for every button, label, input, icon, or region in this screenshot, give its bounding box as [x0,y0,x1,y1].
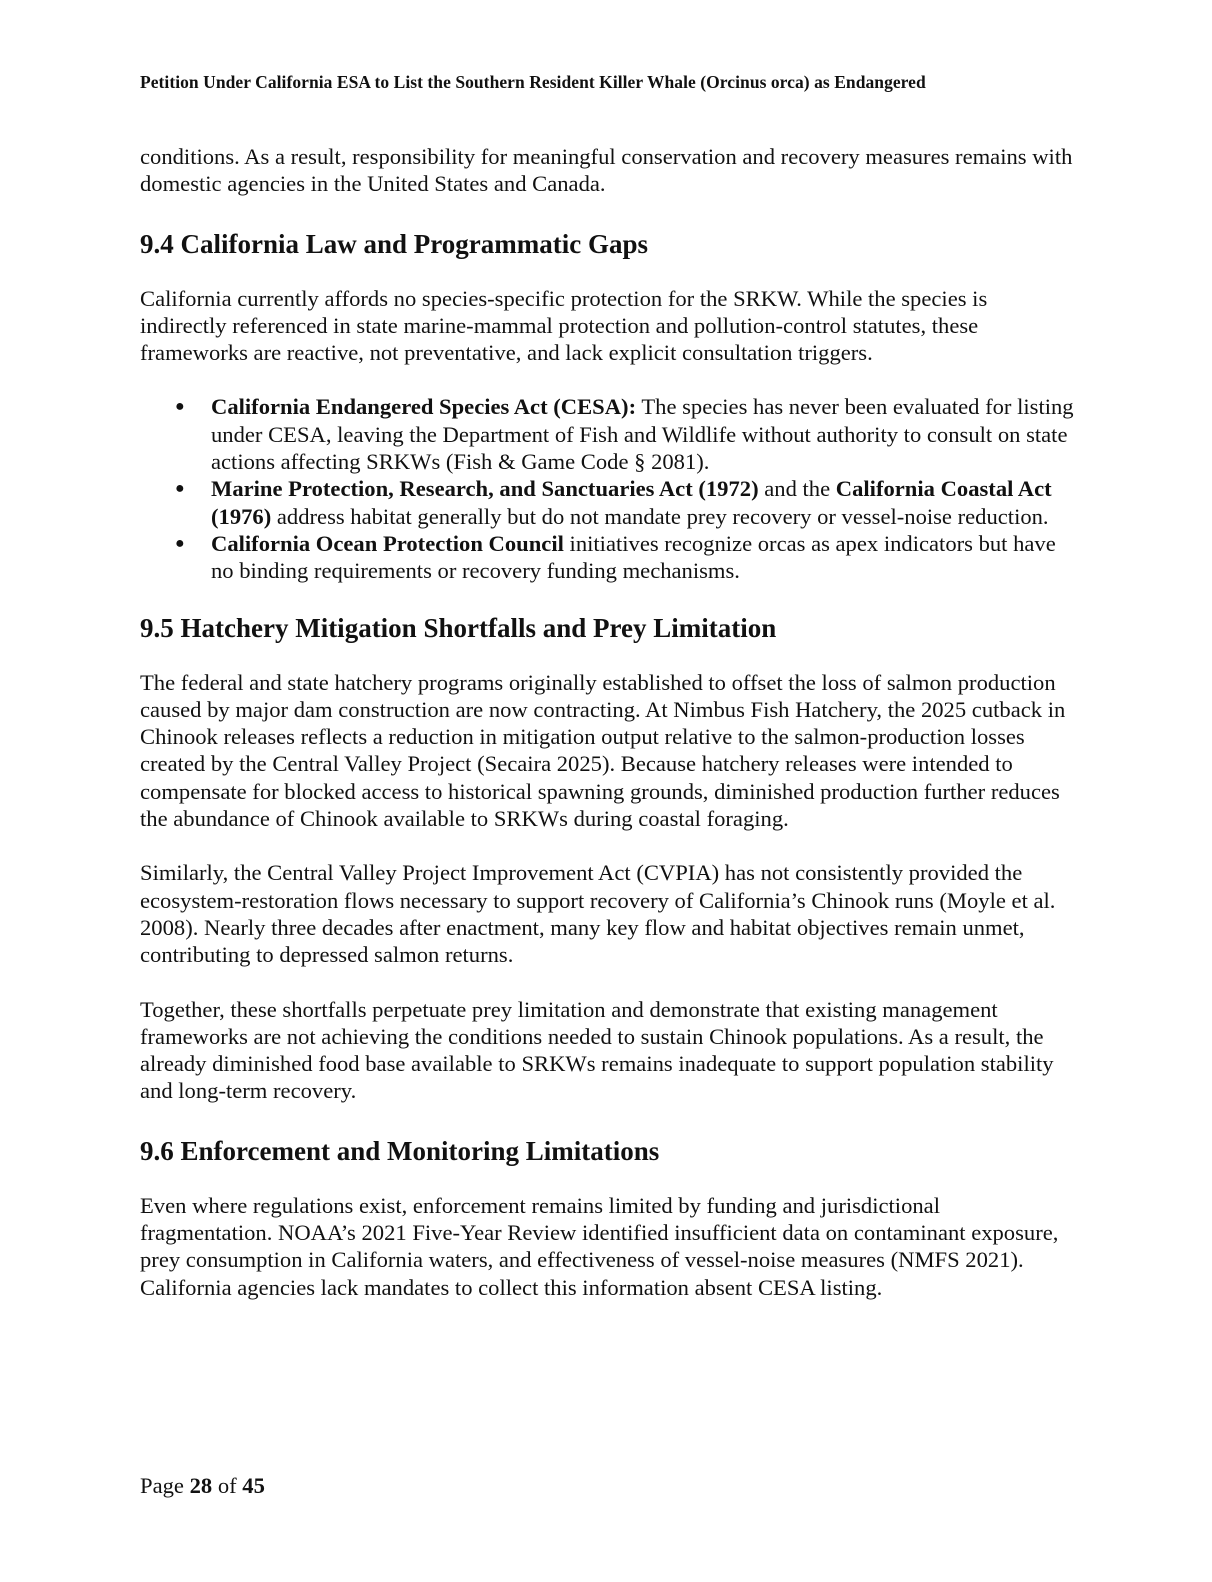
list-item-text: and the [758,476,836,502]
bullet-icon: ● [175,398,185,416]
page-number [140,1472,265,1499]
list-item-bold: California Coastal Act (1976) [211,476,1052,529]
section-9-5-paragraph-2: Similarly, the Central Valley Project Improvement Act (CVPIA) has not consistently provided the ecosystem-restoration flows necessary to support recovery of California’s Chinook runs (Moyle et al. 2008). Nearly three decades after enactment, many key flow and habitat objectives remain unmet, contributing to depressed salmon returns. [140,860,1056,968]
list-item-text: address habitat generally but do not mandate prey recovery or vessel-noise reduction. [271,503,1049,529]
section-9-4-bullet-list [140,393,1075,584]
list-item [175,475,1075,530]
page-number-separator: of [212,1473,243,1498]
bullet-icon: ● [175,480,185,498]
list-item-bold: Marine Protection, Research, and Sanctuaries Act (1972) [211,476,759,502]
list-item [175,393,1075,475]
section-9-5-heading: 9.5 Hatchery Mitigation Shortfalls and Prey Limitation [140,612,777,643]
page-header: Petition Under California ESA to List the Southern Resident Killer Whale (Orcinus orca) as Endangered [140,72,926,92]
list-item-bold: California Endangered Species Act (CESA): [211,394,637,420]
section-9-4-heading: 9.4 California Law and Programmatic Gaps [140,228,648,259]
list-item-text: The species has never been evaluated for listing under CESA, leaving the Department of Fish and Wildlife without authority to consult on state actions affecting SRKWs (Fish & Game Code § 2081). [211,394,1074,475]
list-item-bold: California Ocean Protection Council [211,530,564,556]
list-item [175,530,1075,585]
section-9-6-heading: 9.6 Enforcement and Monitoring Limitations [140,1135,660,1166]
section-9-6-paragraph: Even where regulations exist, enforcement remains limited by funding and jurisdictional fragmentation. NOAA’s 2021 Five-Year Review identified insufficient data on contaminant exposure, prey consumption in California waters, and effectiveness of vessel-noise measures (NMFS 2021). California agencies lack mandates to collect this information absent CESA listing. [140,1192,1059,1300]
page-number-total: 45 [242,1473,265,1498]
list-item-text: initiatives recognize orcas as apex indicators but have no binding requirements or recovery funding mechanisms. [211,530,1056,584]
page-number-prefix: Page [140,1473,190,1498]
section-9-5-paragraph-1: The federal and state hatchery programs originally established to offset the loss of salmon production caused by major dam construction are now contracting. At Nimbus Fish Hatchery, the 2025 cutback in Chinook releases reflects a reduction in mitigation output relative to the salmon-production losses created by the Central Valley Project (Secaira 2025). Because hatchery releases were intended to compensate for blocked access to historical spawning grounds, diminished production further reduces the abundance of Chinook available to SRKWs during coastal foraging. [140,669,1066,832]
section-9-5-paragraph-3: Together, these shortfalls perpetuate prey limitation and demonstrate that existing management frameworks are not achieving the conditions needed to sustain Chinook populations. As a result, the already diminished food base available to SRKWs remains inadequate to support population stability and long-term recovery. [140,996,1054,1104]
intro-paragraph: conditions. As a result, responsibility for meaningful conservation and recovery measures remains with domestic agencies in the United States and Canada. [140,144,1073,197]
page-number-current: 28 [189,1473,213,1498]
bullet-icon: ● [175,534,185,552]
document-body [140,143,1075,1301]
section-9-4-paragraph: California currently affords no species-specific protection for the SRKW. While the species is indirectly referenced in state marine-mammal protection and pollution-control statutes, these frameworks are reactive, not preventative, and lack explicit consultation triggers. [140,285,988,366]
